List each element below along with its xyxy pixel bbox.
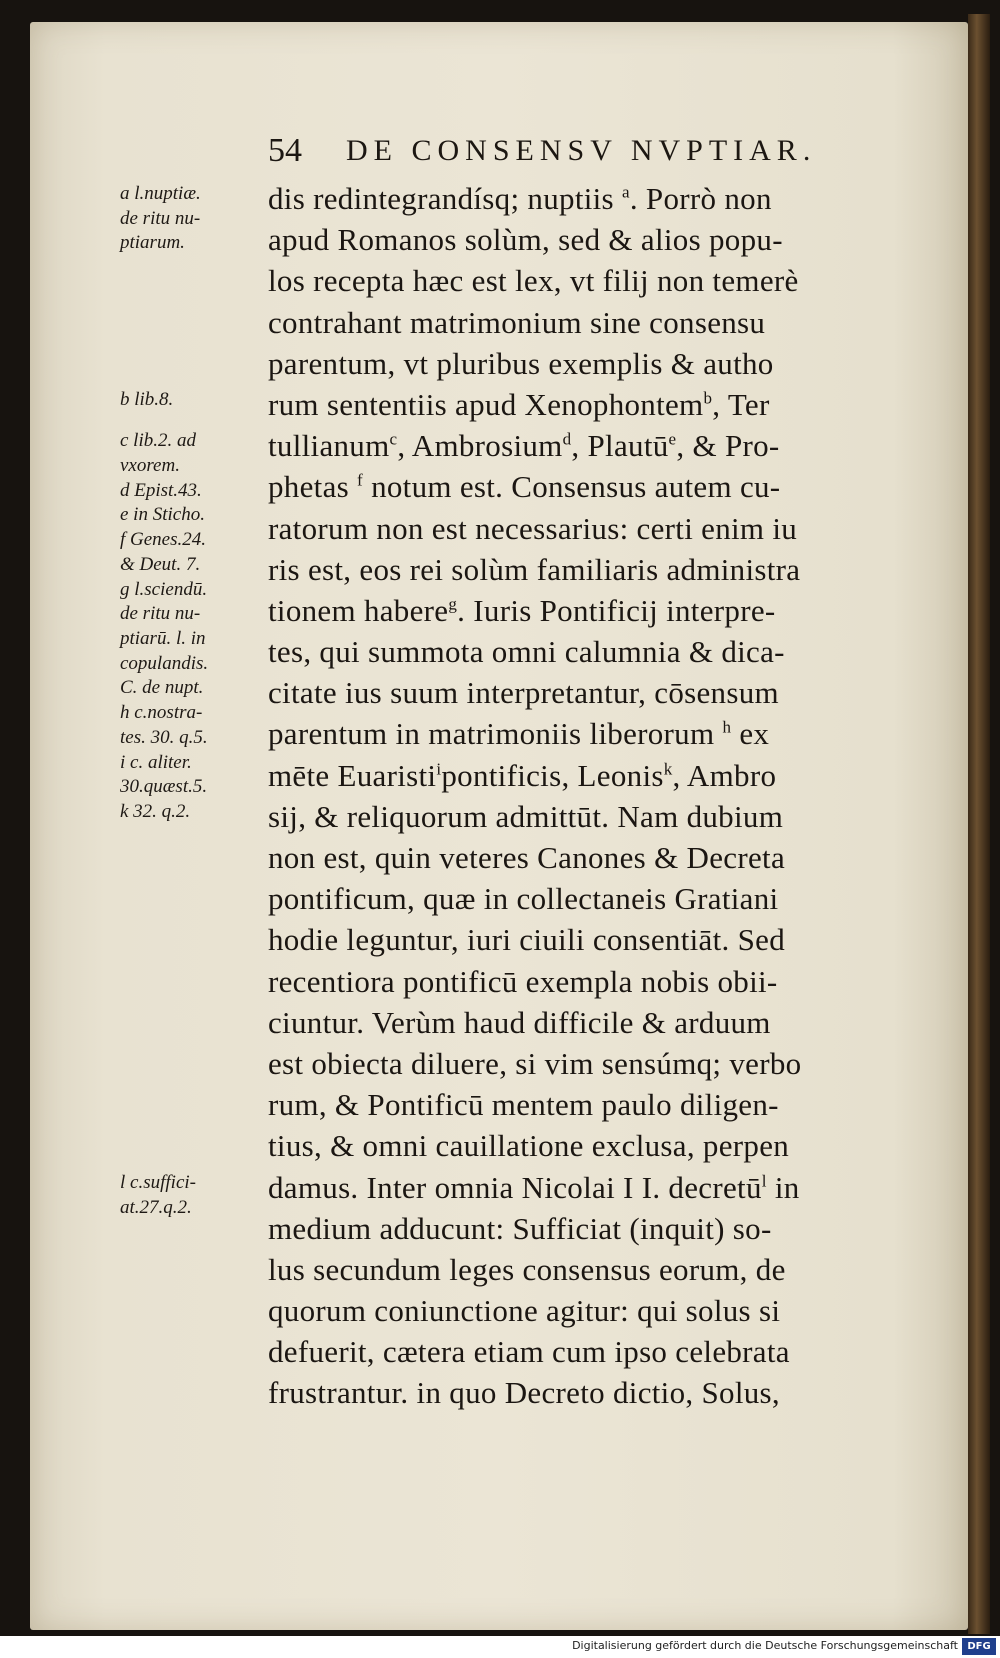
note-reference: a	[621, 182, 630, 202]
margin-note: i c. aliter.	[120, 751, 192, 773]
margin-note: e in Sticho.	[120, 504, 205, 526]
text-segment: defuerit, cætera etiam cum ipso celebrata	[268, 1334, 790, 1370]
note-reference: d	[562, 429, 572, 449]
text-segment: , & Pro-	[676, 428, 780, 464]
text-line	[268, 178, 908, 219]
margin-note: ptiarū. l. in	[120, 627, 206, 649]
text-segment: dis redintegrandísq; nuptiis	[268, 181, 622, 216]
margin-note: 30.quæst.5.	[120, 776, 208, 798]
body-text	[268, 178, 908, 1414]
text-segment: . Porrò non	[629, 181, 772, 216]
text-line	[268, 919, 908, 960]
text-segment: ris est, eos rei solùm familiaris administra	[268, 551, 801, 587]
text-line	[268, 1125, 908, 1166]
page-number: 54	[268, 132, 302, 169]
text-line	[268, 590, 908, 631]
margin-note: c lib.2. ad	[120, 430, 196, 452]
text-segment: ciuntur. Verùm haud difficile & arduum	[268, 1004, 771, 1040]
note-reference: e	[668, 429, 677, 449]
margin-note: a l.nuptiæ.	[120, 183, 201, 204]
text-line	[268, 1084, 908, 1125]
text-segment: contrahant matrimonium sine consensu	[268, 304, 766, 340]
text-segment: recentiora pontificū exempla nobis obii-	[268, 963, 778, 999]
running-title: DE CONSENSV NVPTIAR.	[346, 134, 817, 167]
text-line	[268, 466, 908, 507]
text-line	[268, 1249, 908, 1290]
text-segment: tullianum	[268, 428, 390, 464]
text-line	[268, 755, 908, 796]
text-segment: rum sententiis apud Xenophontem	[268, 386, 704, 422]
text-line	[268, 343, 908, 384]
text-line	[268, 425, 908, 466]
note-reference: k	[663, 759, 673, 779]
text-line	[268, 1290, 908, 1331]
dfg-logo: DFG	[962, 1638, 996, 1655]
margin-note: vxorem.	[120, 454, 180, 476]
text-segment: non est, quin veteres Canones & Decreta	[268, 840, 786, 875]
note-reference: f	[357, 470, 364, 490]
margin-note: de ritu nu-	[120, 603, 201, 625]
margin-note: d Epist.43.	[120, 479, 202, 501]
text-line	[268, 631, 908, 672]
text-segment: ex	[731, 716, 770, 752]
text-segment: notum est. Consensus autem cu-	[363, 469, 781, 505]
text-segment: parentum, vt pluribus exemplis & autho	[268, 345, 774, 381]
margin-note: tes. 30. q.5.	[120, 726, 208, 748]
text-segment: tionem habere	[268, 592, 449, 628]
note-reference: b	[703, 388, 713, 408]
text-segment: parentum in matrimoniis liberorum	[268, 716, 723, 752]
margin-note: g l.sciendū.	[120, 578, 208, 600]
text-segment: damus. Inter omnia Nicolai I I. decretū	[268, 1169, 762, 1205]
text-line	[268, 1331, 908, 1372]
text-segment: frustrantur. in quo Decreto dictio, Solus,	[268, 1375, 780, 1411]
text-segment: est obiecta diluere, si vim sensúmq; verbo	[268, 1045, 802, 1081]
margin-note: b lib.8.	[120, 389, 174, 410]
text-segment: pontificum, quæ in collectaneis Gratiani	[268, 881, 779, 917]
text-line	[268, 961, 908, 1002]
funding-notice: Digitalisierung gefördert durch die Deutsche Forschungsgemeinschaft	[572, 1639, 958, 1652]
text-line	[268, 508, 908, 549]
text-line	[268, 1372, 908, 1413]
page-header	[268, 132, 868, 178]
text-line	[268, 302, 908, 343]
text-segment: medium adducunt: Sufficiat (inquit) so-	[268, 1210, 772, 1246]
text-line	[268, 878, 908, 919]
text-segment: quorum coniunctione agitur: qui solus si	[268, 1293, 781, 1329]
margin-note: at.27.q.2.	[120, 1196, 192, 1218]
margin-note: C. de nupt.	[120, 677, 204, 699]
text-line	[268, 1002, 908, 1043]
text-line	[268, 672, 908, 713]
margin-note: copulandis.	[120, 652, 209, 674]
text-segment: , Plautū	[571, 428, 669, 464]
text-segment: lus secundum leges consensus eorum, de	[268, 1251, 786, 1287]
footer-bar	[0, 1636, 1000, 1658]
note-reference: h	[722, 718, 732, 738]
margin-note: ptiarum.	[120, 232, 185, 254]
text-segment: sij, & reliquorum admittūt. Nam dubium	[268, 798, 784, 834]
text-line	[268, 796, 908, 837]
book-spine-edge	[968, 14, 990, 1634]
text-segment: , Ambrosium	[397, 428, 563, 464]
text-line	[268, 549, 908, 590]
note-reference: l	[761, 1171, 767, 1191]
text-line	[268, 260, 908, 301]
text-segment: ratorum non est necessarius: certi enim iu	[268, 510, 798, 546]
margin-note: f Genes.24.	[120, 529, 207, 551]
text-segment: tius, & omni cauillatione exclusa, perpen	[268, 1128, 790, 1164]
note-reference: i	[436, 759, 442, 779]
text-line	[268, 1208, 908, 1249]
text-line	[268, 713, 908, 754]
text-line	[268, 1167, 908, 1208]
text-line	[268, 384, 908, 425]
margin-note: k 32. q.2.	[120, 801, 191, 822]
text-segment: mēte Euaristi	[268, 757, 437, 793]
text-segment: hodie leguntur, iuri ciuili consentiāt. Sed	[268, 922, 786, 958]
margin-note: & Deut. 7.	[120, 553, 201, 575]
text-segment: los recepta hæc est lex, vt filij non temerè	[268, 263, 799, 299]
note-reference: g	[448, 594, 458, 614]
margin-note: de ritu nu-	[120, 207, 201, 229]
text-line	[268, 837, 908, 878]
text-segment: tes, qui summota omni calumnia & dica-	[268, 634, 785, 670]
text-segment: phetas	[268, 469, 358, 505]
text-segment: apud Romanos solùm, sed & alios popu-	[268, 222, 783, 258]
text-line	[268, 1043, 908, 1084]
text-segment: . Iuris Pontificij interpre-	[457, 592, 776, 628]
text-segment: , Ambro	[672, 757, 777, 793]
text-segment: citate ius suum interpretantur, cōsensum	[268, 675, 779, 711]
text-segment: pontificis, Leonis	[441, 757, 664, 793]
text-segment: rum, & Pontificū mentem paulo diligen-	[268, 1087, 779, 1123]
text-segment: in	[766, 1169, 800, 1205]
note-reference: c	[389, 429, 398, 449]
text-segment: , Ter	[712, 386, 770, 422]
margin-note: h c.nostra-	[120, 702, 203, 724]
text-line	[268, 219, 908, 260]
margin-note: l c.suffici-	[120, 1171, 196, 1193]
